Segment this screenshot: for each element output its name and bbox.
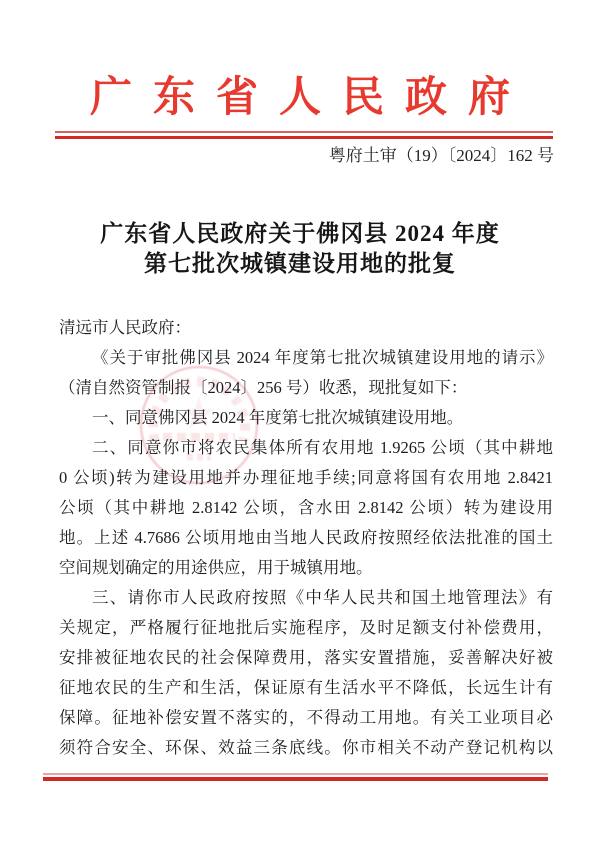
footer-rule-thin	[43, 773, 548, 775]
body-line: 空间规划确定的用途供应，用于城镇用地。	[59, 558, 373, 577]
body-line: 公顷（其中耕地 2.8142 公顷，含水田 2.8142 公顷）转为建设用	[59, 498, 553, 517]
body-line: 三、请你市人民政府按照《中华人民共和国土地管理法》有	[92, 588, 553, 607]
body-line: 须符合安全、环保、效益三条底线。你市相关不动产登记机构以	[59, 738, 553, 757]
body-line: 地。上述 4.7686 公顷用地由当地人民政府按照经依法批准的国土	[59, 528, 553, 547]
body-line: （清自然资管制报〔2024〕256 号）收悉，现批复如下：	[59, 378, 468, 397]
document-body	[59, 313, 553, 763]
document-title	[0, 219, 600, 279]
body-line: 0 公顷)转为建设用地并办理征地手续;同意将国有农用地 2.8421	[59, 468, 553, 487]
footer-rule-thick	[43, 777, 548, 781]
document-title-line2: 第七批次城镇建设用地的批复	[144, 251, 456, 276]
body-line: 二、同意你市将农民集体所有农用地 1.9265 公顷（其中耕地	[92, 438, 553, 457]
body-line: 《关于审批佛冈县 2024 年度第七批次城镇建设用地的请示》	[92, 348, 553, 367]
body-line: 关规定，严格履行征地批后实施程序，及时足额支付补偿费用，	[59, 618, 553, 637]
header-rule-thick	[55, 136, 553, 139]
agency-letterhead-title: 广东省人民政府	[89, 75, 531, 121]
body-line: 安排被征地农民的社会保障费用，落实安置措施，妥善解决好被	[59, 648, 553, 667]
body-line: 保障。征地补偿安置不落实的，不得动工用地。有关工业项目必	[59, 708, 553, 727]
body-line: 征地农民的生产和生活，保证原有生活水平不降低，长远生计有	[59, 678, 553, 697]
body-line: 一、同意佛冈县 2024 年度第七批次城镇建设用地。	[92, 408, 464, 427]
document-reference-number: 粤府土审（19）〔2024〕162 号	[328, 146, 554, 165]
header-rule-thin	[55, 131, 553, 133]
document-title-line1: 广东省人民政府关于佛冈县 2024 年度	[100, 221, 500, 246]
body-line: 清远市人民政府：	[59, 318, 191, 337]
